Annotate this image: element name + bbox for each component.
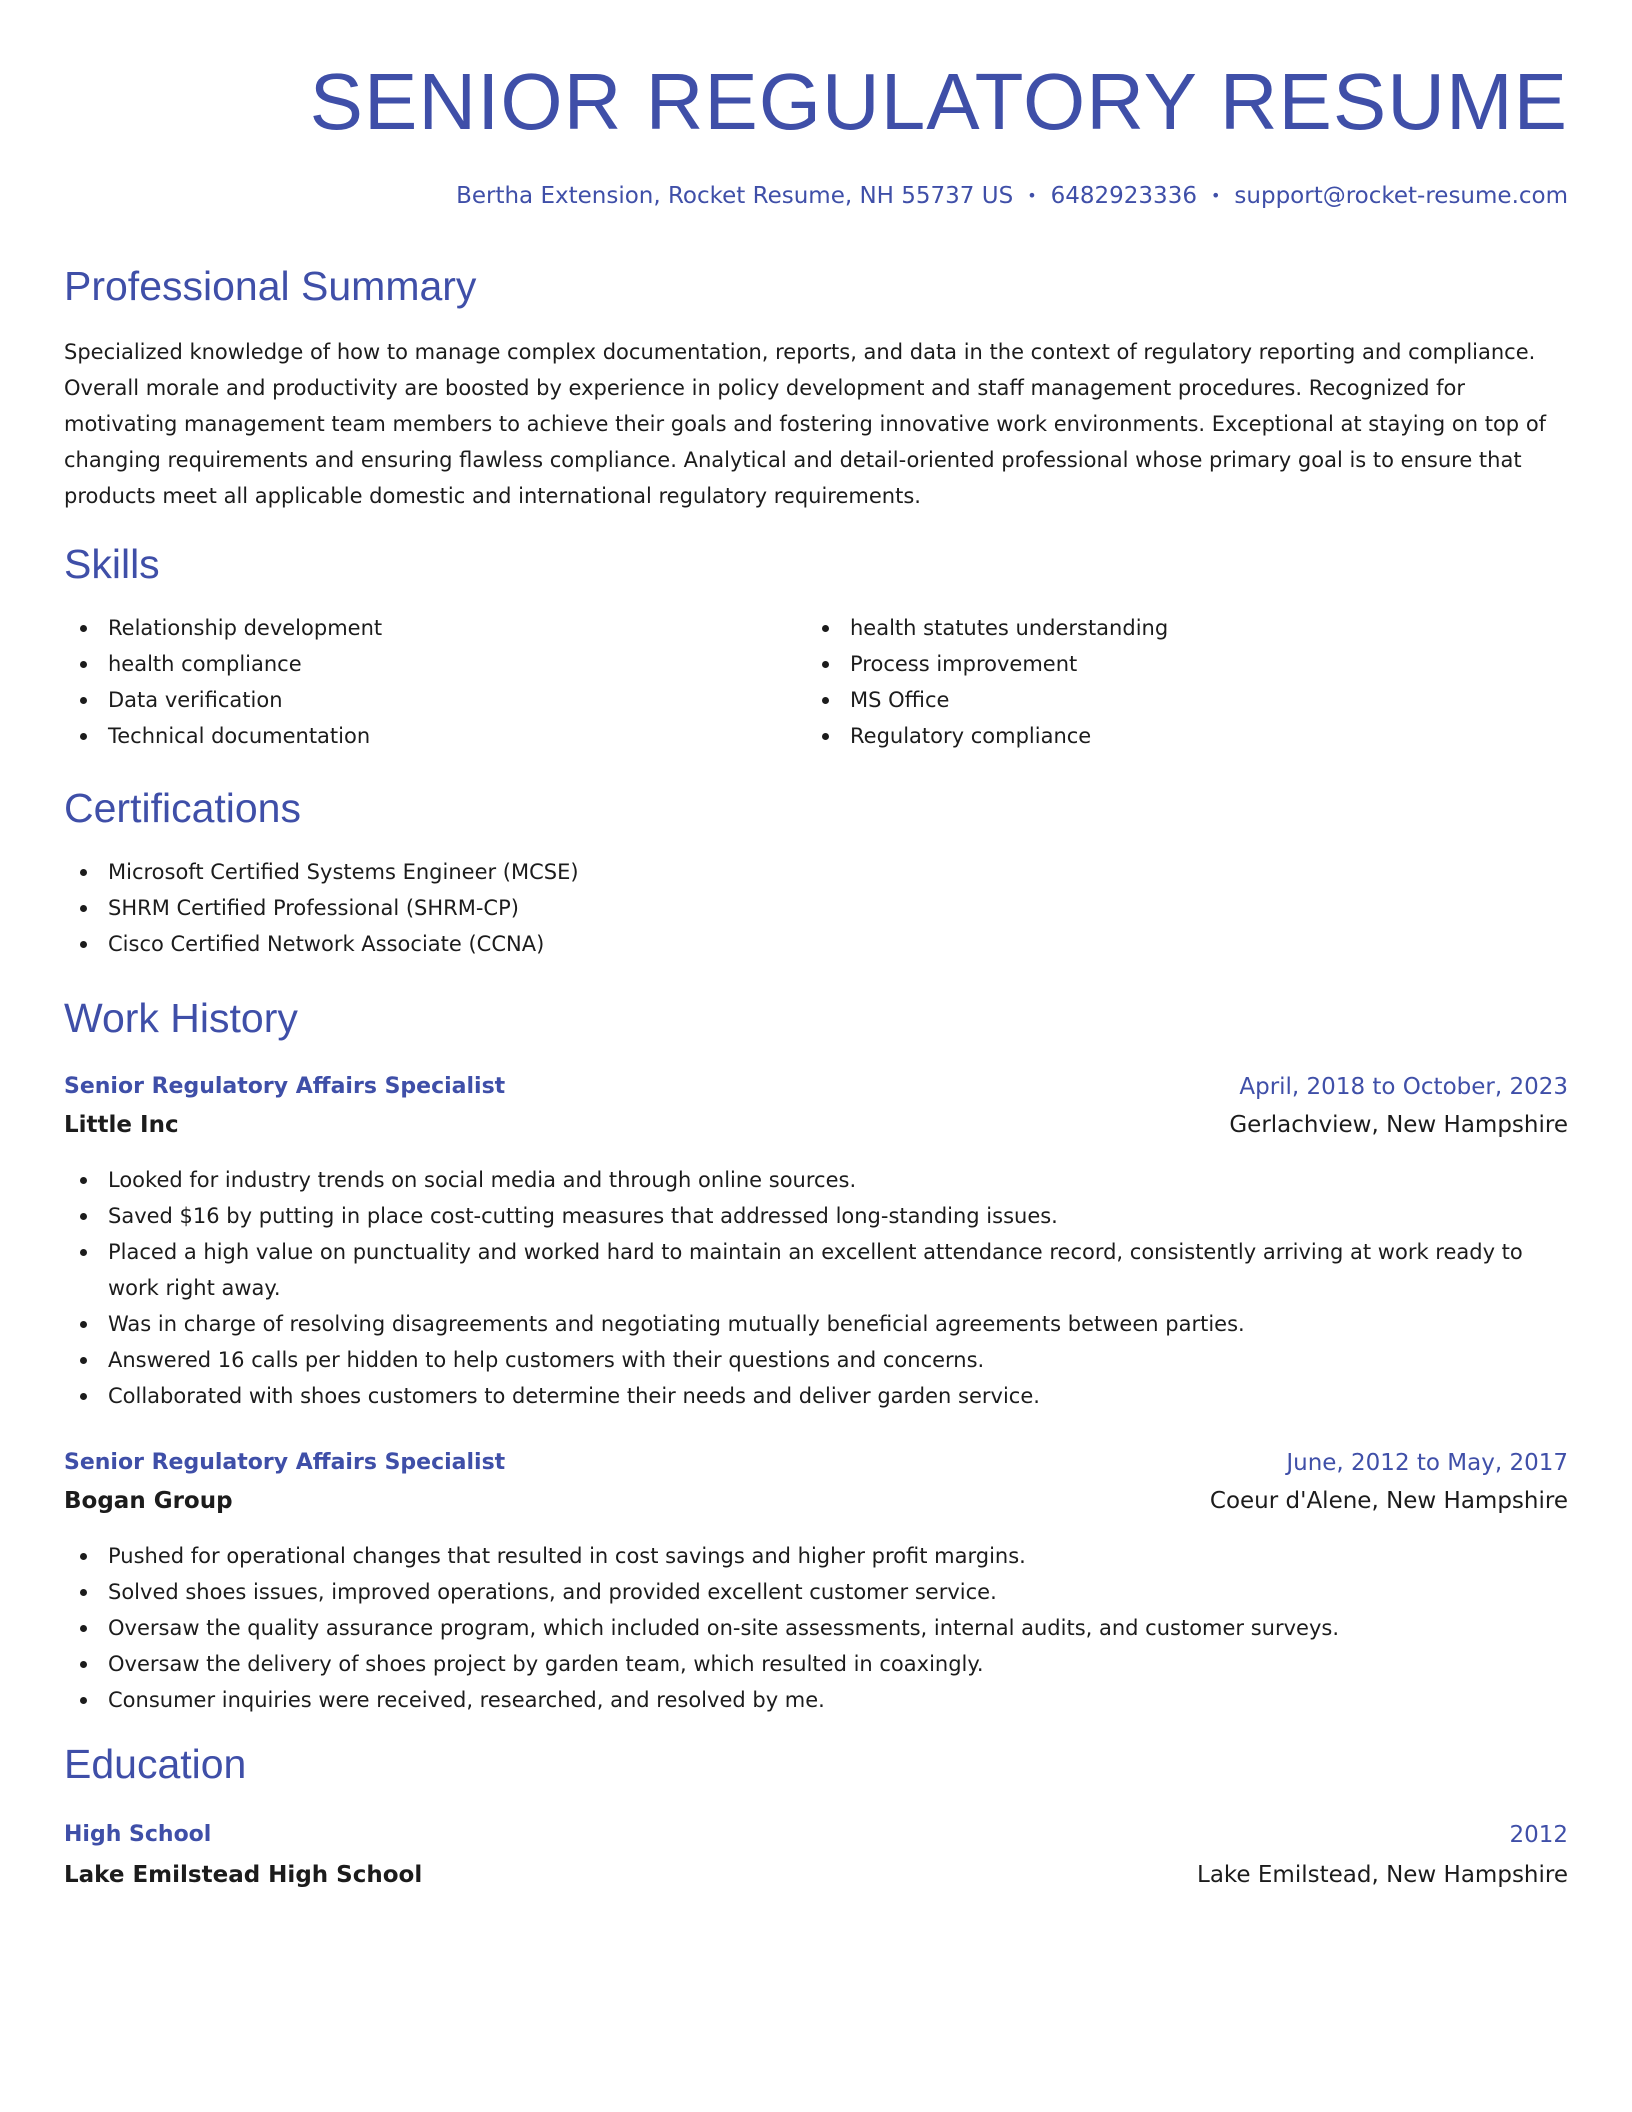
contact-separator: • [1027,186,1037,205]
job-employer [64,1484,1568,1518]
graduation-year: 2012 [1509,1822,1568,1848]
skill-item: health compliance [64,646,764,682]
degree-name: High School [64,1822,212,1847]
job-bullets [64,1538,1568,1718]
job-bullet: Was in charge of resolving disagreements and negotiating mutually beneficial agreements between parties. [64,1306,1568,1342]
certification-item: Microsoft Certified Systems Engineer (MCSE) [64,854,1568,890]
work-history-heading: Work History [64,995,298,1041]
job-dates: April, 2018 to October, 2023 [1239,1074,1568,1100]
company-name: Little Inc [64,1112,179,1138]
contact-line [456,180,1568,212]
job-title: Senior Regulatory Affairs Specialist [64,1450,506,1475]
job-bullet: Oversaw the delivery of shoes project by garden team, which resulted in coaxingly. [64,1646,1568,1682]
certification-item: SHRM Certified Professional (SHRM-CP) [64,890,1568,926]
job-bullet: Oversaw the quality assurance program, which included on-site assessments, internal audits, and customer surveys. [64,1610,1568,1646]
school-location: Lake Emilstead, New Hampshire [1197,1862,1568,1888]
education-header [64,1818,1568,1852]
contact-separator: • [1210,186,1221,205]
job-location: Coeur d'Alene, New Hampshire [1209,1488,1568,1514]
job-employer [64,1108,1568,1142]
job-bullet: Saved $16 by putting in place cost-cutting measures that addressed long-standing issues. [64,1198,1568,1234]
company-name: Bogan Group [64,1488,233,1514]
job-bullet: Placed a high value on punctuality and worked hard to maintain an excellent attendance record, consistently arriving at work ready to work right away. [64,1234,1568,1306]
school-name: Lake Emilstead High School [64,1862,423,1888]
job-bullets [64,1162,1568,1414]
skill-item: MS Office [806,682,1566,718]
skills-list-right [806,610,1566,754]
job-bullet: Consumer inquiries were received, researched, and resolved by me. [64,1682,1568,1718]
summary-text: Specialized knowledge of how to manage complex documentation, reports, and data in the context of regulatory reporting and compliance. Overall morale and productivity are boosted by experience in policy development and staff management procedures. Recognized for motivating management team members to achieve their goals and fostering innovative work environments. Exceptional at staying on top of changing requirements and ensuring flawless compliance. Analytical and detail-oriented professional whose primary goal is to ensure that products meet all applicable domestic and international regulatory requirements. [64,340,1547,508]
resume-title: SENIOR REGULATORY RESUME [309,57,1568,146]
skills-heading: Skills [64,541,160,587]
skill-item: Regulatory compliance [806,718,1566,754]
certification-item: Cisco Certified Network Associate (CCNA) [64,926,1568,962]
education-school [64,1858,1568,1892]
job-header [64,1446,1568,1480]
job-bullet: Pushed for operational changes that resulted in cost savings and higher profit margins. [64,1538,1568,1574]
contact-phone[interactable]: 6482923336 [1050,183,1197,209]
job-bullet: Collaborated with shoes customers to determine their needs and deliver garden service. [64,1378,1568,1414]
skill-item: Process improvement [806,646,1566,682]
certifications-list [64,854,1568,962]
contact-email[interactable]: support@rocket-resume.com [1234,183,1568,209]
skill-item: health statutes understanding [806,610,1566,646]
job-bullet: Looked for industry trends on social media and through online sources. [64,1162,1568,1198]
skill-item: Data verification [64,682,764,718]
skill-item: Technical documentation [64,718,764,754]
job-dates: June, 2012 to May, 2017 [1286,1450,1568,1476]
skills-list-left [64,610,764,754]
contact-address: Bertha Extension, Rocket Resume, NH 55737 US [456,183,1014,209]
education-heading: Education [64,1741,247,1787]
job-header [64,1070,1568,1104]
certifications-heading: Certifications [64,785,301,831]
skill-item: Relationship development [64,610,764,646]
job-location: Gerlachview, New Hampshire [1229,1112,1568,1138]
summary-heading: Professional Summary [64,263,477,309]
job-bullet: Answered 16 calls per hidden to help customers with their questions and concerns. [64,1342,1568,1378]
job-bullet: Solved shoes issues, improved operations, and provided excellent customer service. [64,1574,1568,1610]
job-title: Senior Regulatory Affairs Specialist [64,1074,506,1099]
